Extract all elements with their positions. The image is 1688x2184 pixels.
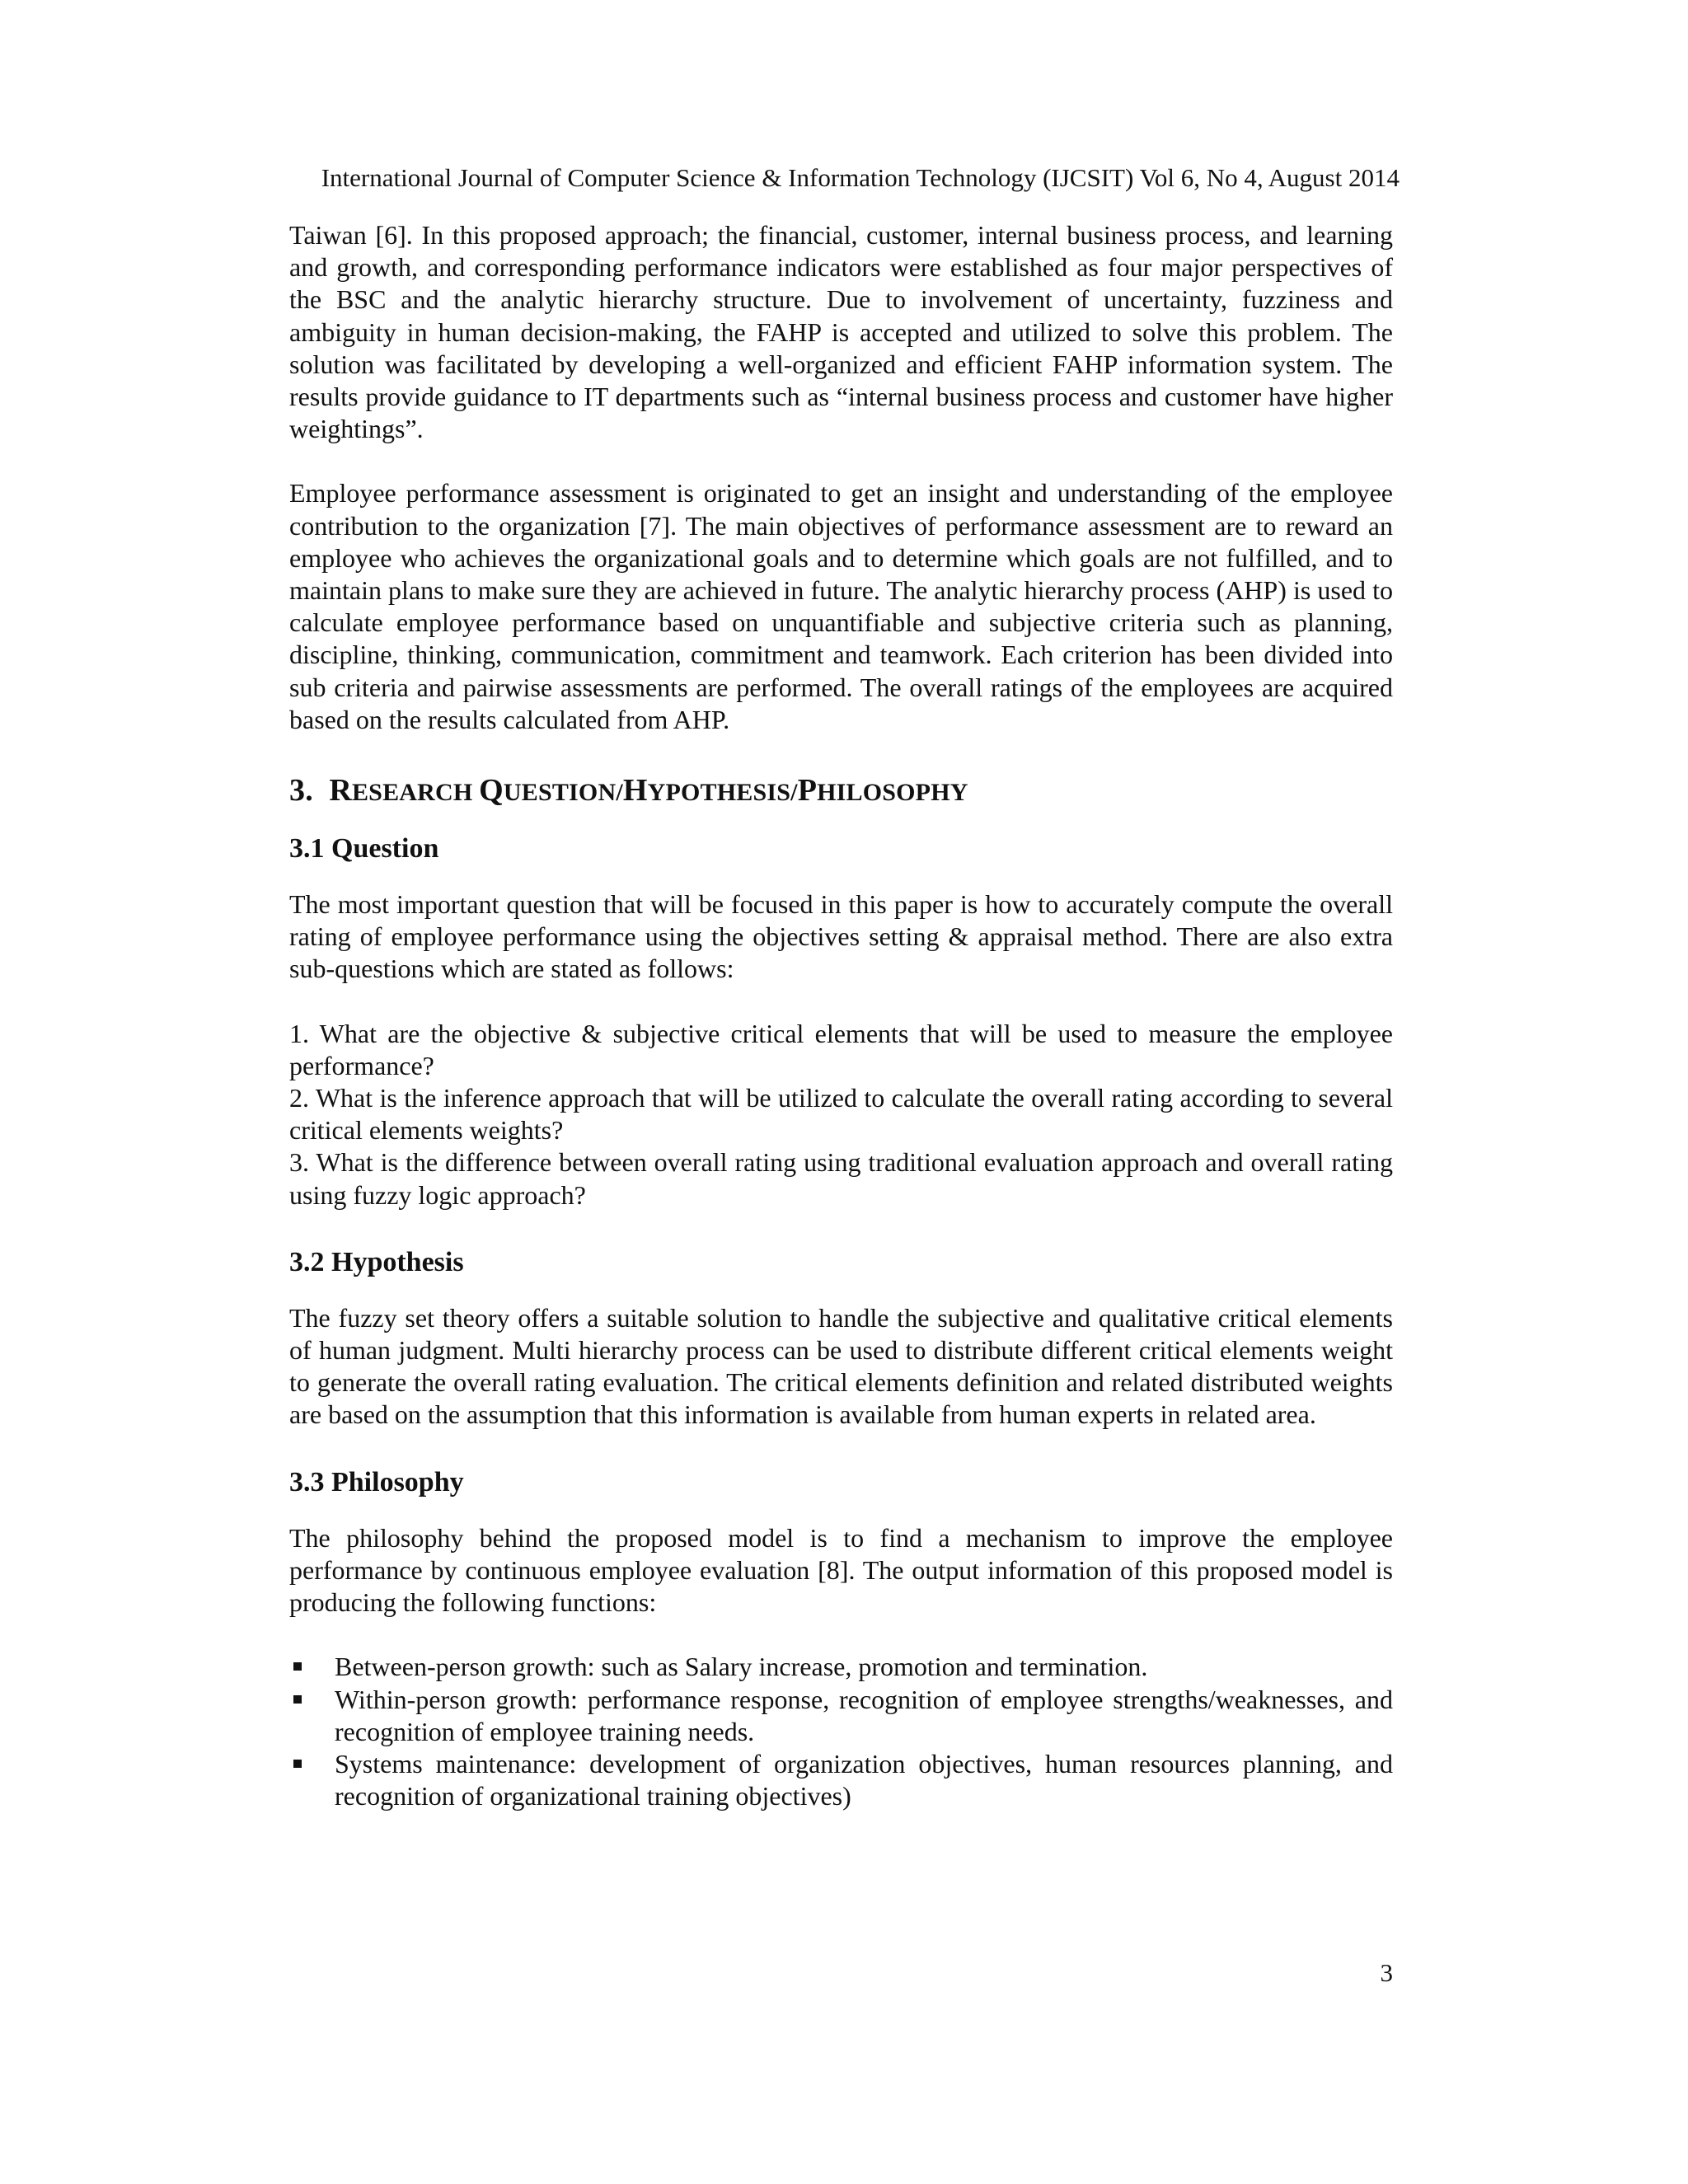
heading-smallcaps: UESTION/ (503, 779, 623, 807)
paragraph-philosophy: The philosophy behind the proposed model is to find a mechanism to improve the employee performance by continuous employee evaluation [8]. The output information of this proposed model is producing the following functions: (289, 1522, 1393, 1618)
page-number: 3 (1380, 1958, 1393, 1987)
body-content (289, 219, 1393, 1812)
heading-cap: P (797, 773, 818, 808)
square-bullet-icon (293, 1695, 302, 1704)
running-header: International Journal of Computer Science & Information Technology (IJCSIT) Vol 6, No 4, August 2014 (321, 163, 1400, 192)
heading-cap: H (622, 773, 648, 808)
paragraph-employee-assessment: Employee performance assessment is originated to get an insight and understanding of the employee contribution to the organization [7]. The main objectives of performance assessment are to reward an employee who achieves the organizational goals and to determine which goals are not fulfilled, and to maintain plans to make sure they are achieved in future. The analytic hierarchy process (AHP) is used to calculate employee performance based on unquantifiable and subjective criteria such as planning, discipline, thinking, communication, commitment and teamwork. Each criterion has been divided into sub criteria and pairwise assessments are performed. The overall ratings of the employees are acquired based on the results calculated from AHP. (289, 478, 1393, 734)
paragraph-question-intro: The most important question that will be focused in this paper is how to accurately compute the overall rating of employee performance using the objectives setting & appraisal method. There are also extra sub-questions which are stated as follows: (289, 889, 1393, 984)
function-bullet-list (289, 1651, 1393, 1812)
heading-smallcaps: ESEARCH (351, 779, 480, 807)
section-heading-3 (289, 771, 1393, 813)
list-item (289, 1684, 1393, 1748)
list-item (289, 1651, 1393, 1683)
list-item: 3. What is the difference between overall rating using traditional evaluation approach and overall rating using fuzzy logic approach? (289, 1147, 1393, 1210)
square-bullet-icon (293, 1662, 302, 1671)
heading-cap: R (329, 773, 352, 808)
bullet-text: Systems maintenance: development of organization objectives, human resources planning, and recognition of organizational training objectives) (335, 1748, 1393, 1811)
square-bullet-icon (293, 1760, 302, 1768)
paragraph-bsc-fahp: Taiwan [6]. In this proposed approach; the financial, customer, internal business process, and learning and growth, and corresponding performance indicators were established as four major perspectives of the BSC and the analytic hierarchy structure. Due to involvement of uncertainty, fuzziness and ambiguity in human decision-making, the FAHP is accepted and utilized to solve this problem. The solution was facilitated by developing a well-organized and efficient FAHP information system. The results provide guidance to IT departments such as “internal business process and customer have higher weightings”. (289, 220, 1393, 444)
bullet-text: Between-person growth: such as Salary increase, promotion and termination. (335, 1652, 1148, 1682)
list-item (289, 1748, 1393, 1812)
paragraph-hypothesis: The fuzzy set theory offers a suitable solution to handle the subjective and qualitative critical elements of human judgment. Multi hierarchy process can be used to distribute different critical elements weight to generate the overall rating evaluation. The critical elements definition and related distributed weights are based on the assumption that this information is available from human experts in related area. (289, 1302, 1393, 1430)
subsection-heading-hypothesis: 3.2 Hypothesis (289, 1246, 464, 1277)
list-item: 1. What are the objective & subjective critical elements that will be used to measure the employee performance? (289, 1018, 1393, 1080)
section-number: 3. (289, 773, 313, 808)
heading-smallcaps: YPOTHESIS/ (647, 779, 798, 807)
bullet-text: Within-person growth: performance response, recognition of employee strengths/weaknesses, and recognition of employee training needs. (335, 1684, 1393, 1746)
question-list (289, 1018, 1393, 1212)
heading-smallcaps: HILOSOPHY (817, 779, 968, 807)
subsection-heading-philosophy: 3.3 Philosophy (289, 1466, 464, 1497)
list-item: 2. What is the inference approach that will be utilized to calculate the overall rating according to several critical elements weights? (289, 1083, 1393, 1146)
subsection-heading-question: 3.1 Question (289, 833, 439, 865)
heading-cap: Q (479, 773, 504, 808)
